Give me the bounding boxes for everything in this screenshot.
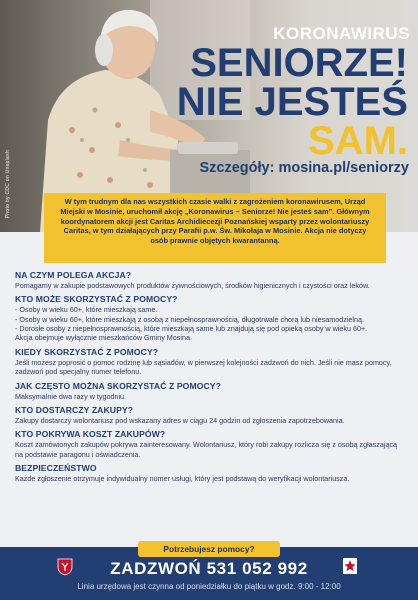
section-cost [15,429,405,459]
photo-credit: Photo by CDC on Unsplash [5,150,11,219]
section-text: Maksymalnie dwa razy w tygodniu. [15,391,127,401]
section-title: BEZPIECZEŃSTWO [15,462,97,473]
details-line [199,160,409,176]
section-safety [15,463,405,483]
headline-line-2: NIE JESTEŚ [176,80,408,125]
caritas-logo [343,558,357,574]
list-item: - Osoby w wieku 60+, które mieszkają z osobą z niepełnosprawnością, długotrwale chorą lub niesamodzielną. [15,314,364,324]
section-when [15,347,405,377]
headline [176,41,408,164]
hotline-hours: Linia urzędowa jest czynna od poniedziałku do piątku w godz. 9:00 - 12:00 [77,582,341,591]
section-title: KIEDY SKORZYSTAĆ Z POMOCY? [15,346,159,357]
eligibility-list [15,305,405,333]
section-text: Jeśli możesz poprosić o pomoc rodzinę lub sąsiadów, w pierwszej kolejności zadzwoń do nich. Jeśli nie masz pomocy, zadzwoń pod specjalny numer telefonu. [15,357,392,377]
headline-line-1: SENIORZE! [190,41,408,85]
help-tab: Potrzebujesz pomocy? [138,541,280,557]
section-title: KTO MOŻE SKORZYSTAĆ Z POMOCY? [15,294,178,305]
section-how-it-works [15,270,405,290]
list-item: - Osoby w wieku 60+, które mieszkają same. [15,305,158,315]
section-who-can-use [15,294,405,342]
section-title: KTO POKRYWA KOSZT ZAKUPÓW? [15,429,166,440]
phone-number[interactable]: ZADZWOŃ 531 052 992 [110,559,308,578]
section-text: Zakupy dostarczy wolontariusz pod wskazany adres w ciągu 24 godzin od zgłoszenia zapotrzebowania. [15,415,345,425]
section-text: Każde zgłoszenie otrzymuje indywidualny numer usługi, który jest podstawą do weryfikacji wolontariusza. [15,473,350,483]
details-label: Szczegóły: [199,160,275,176]
contact-footer [0,544,418,600]
section-note: Akcja obejmuje wyłącznie mieszkańców Gminy Mosina. [15,333,192,343]
details-link[interactable]: mosina.pl/seniorzy [278,160,409,176]
intro-box [44,193,386,263]
info-sections [15,270,405,487]
section-delivery [15,405,405,425]
intro-text: W tym trudnym dla nas wszystkich czasie walki z zagrożeniem koronawirusem, Urząd Miejski w Mosinie, uruchomił akcję „Koronawirus – Seniorze! Nie jesteś sam”. Głównym koordynatorem akcji jest Caritas Archidiecezji Poznańskiej wsparty przez wolontariuszy Caritas, w tym działających przy Parafii p.w. Św. Mikołaja w Mosinie. Akcja nie dotyczy osób prawnie objętych kwarantanną. [60,197,370,246]
section-title: JAK CZĘSTO MOŻNA SKORZYSTAĆ Z POMOCY? [15,380,221,391]
headline-line-3: SAM. [308,119,408,164]
section-title: KTO DOSTARCZY ZAKUPY? [15,404,134,415]
kicker-title: KORONAWIRUS [273,24,410,43]
list-item: - Dorosłe osoby z niepełnosprawnością, które mieszkają same lub znajdują się pod opieką osoby w wieku 60+. [15,324,368,334]
section-text: Koszt zamówionych zakupów pokrywa zainteresowany. Wolontariusz, który robi zakupy rozlicza się z osobą zgłaszającą na podstawie paragonu i oświadczenia. [15,440,398,459]
section-title: NA CZYM POLEGA AKCJA? [15,270,132,280]
section-text: Pomagamy w zakupie podstawowych produktów żywnościowych, środków higienicznych i czystości oraz leków. [15,281,370,290]
section-how-often [15,381,405,401]
